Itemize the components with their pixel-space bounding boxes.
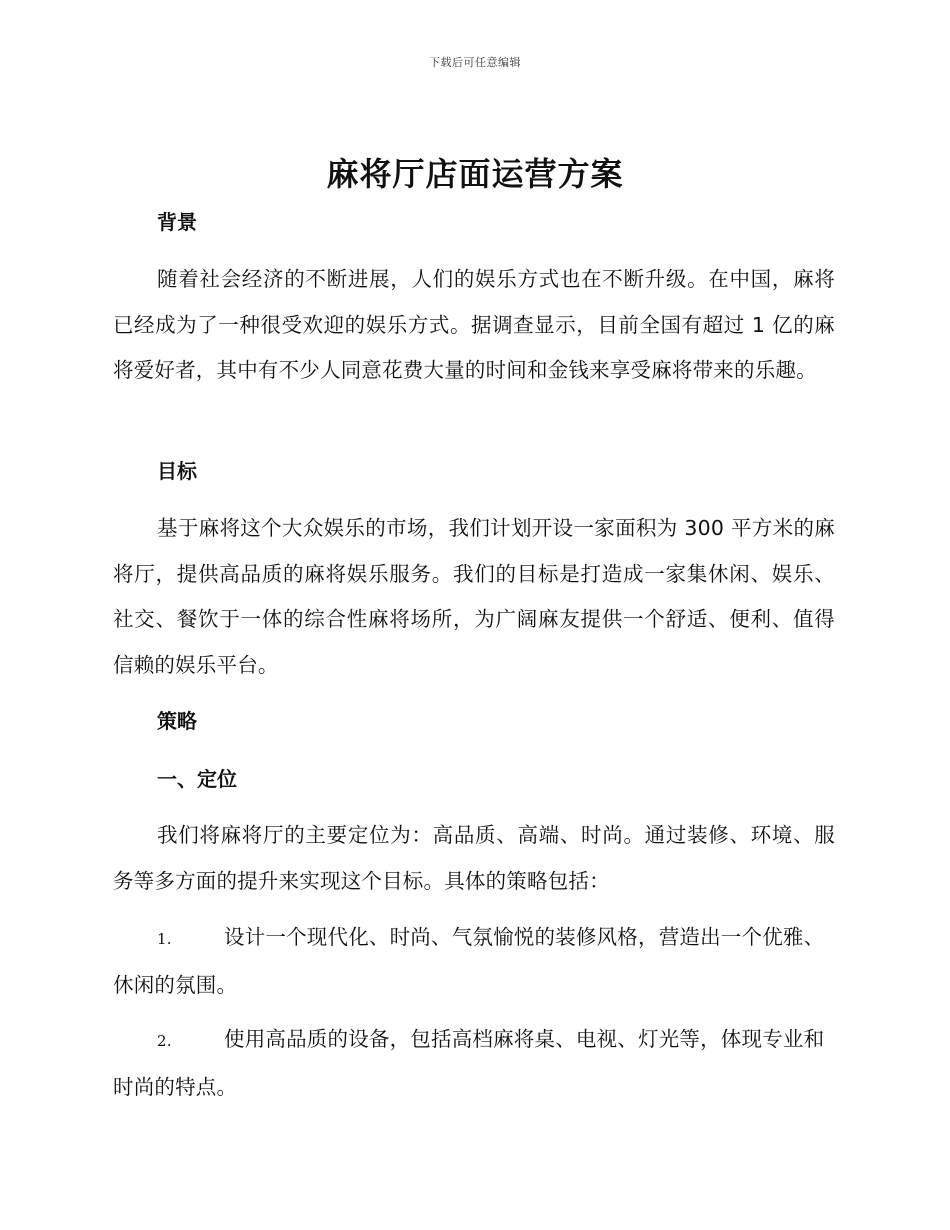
section-heading-goal: 目标	[157, 459, 197, 483]
document-title: 麻将厅店面运营方案	[326, 155, 624, 193]
goal-paragraph: 基于麻将这个大众娱乐的市场，我们计划开设一家面积为 300 平方米的麻将厅，提供高品质的麻将娱乐服务。我们的目标是打造成一家集休闲、娱乐、社交、餐饮于一体的综合性麻将场所，为广阔麻友提供一个舒适、便利、值得信赖的娱乐平台。	[113, 516, 835, 677]
list-item	[113, 1017, 835, 1110]
list-item-number: 1.	[157, 930, 172, 948]
list-item	[113, 915, 835, 1008]
page-header-note: 下载后可任意编辑	[429, 56, 521, 69]
section-heading-strategy: 策略	[157, 709, 197, 733]
list-item-text: 使用高品质的设备，包括高档麻将桌、电视、灯光等，体现专业和时尚的特点。	[113, 1027, 825, 1099]
positioning-paragraph: 我们将麻将厅的主要定位为：高品质、高端、时尚。通过装修、环境、服务等多方面的提升来实现这个目标。具体的策略包括：	[113, 823, 835, 893]
subsection-heading-positioning: 一、定位	[157, 767, 237, 791]
section-heading-background: 背景	[157, 210, 197, 234]
list-item-text: 设计一个现代化、时尚、气氛愉悦的装修风格，营造出一个优雅、休闲的氛围。	[113, 925, 825, 997]
background-paragraph: 随着社会经济的不断进展，人们的娱乐方式也在不断升级。在中国，麻将已经成为了一种很受欢迎的娱乐方式。据调查显示，目前全国有超过 1 亿的麻将爱好者，其中有不少人同意花费大量的时间和金钱来享受麻将带来的乐趣。	[113, 267, 835, 382]
list-item-number: 2.	[157, 1032, 172, 1050]
